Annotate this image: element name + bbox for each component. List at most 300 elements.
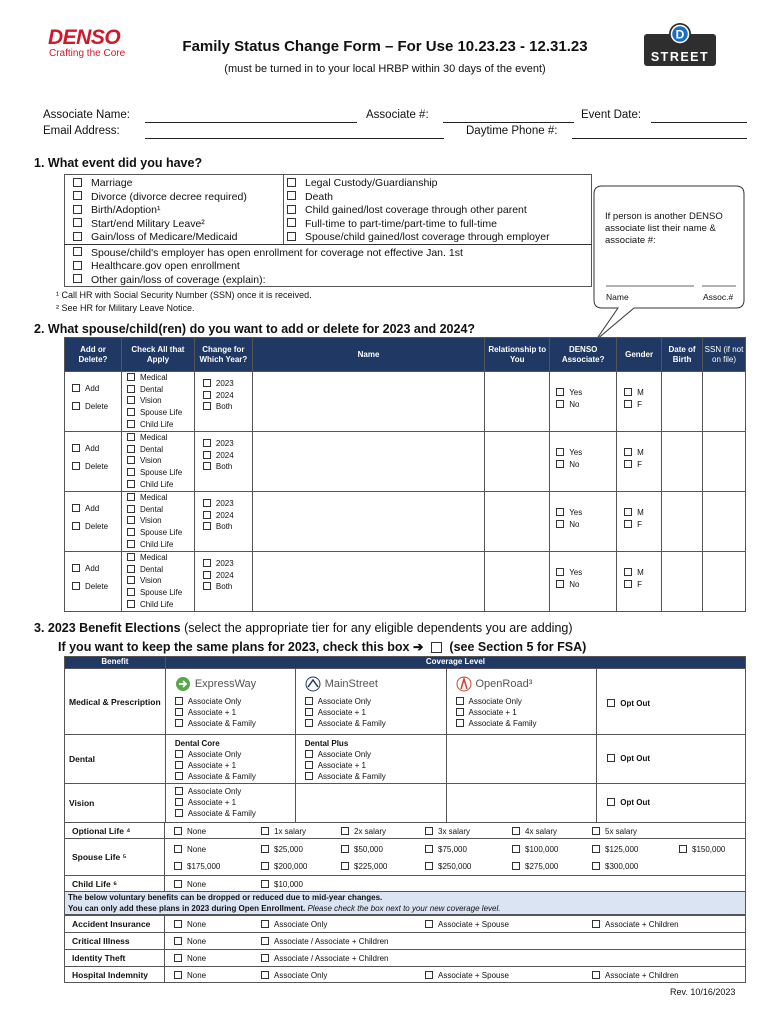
add-option[interactable]: Add — [72, 443, 121, 455]
coverage-checkbox[interactable] — [127, 576, 135, 584]
year-checkbox[interactable] — [203, 402, 211, 410]
delete-option[interactable]: Delete — [72, 401, 121, 413]
coverage-checkbox[interactable] — [127, 516, 135, 524]
spouse-life-150k[interactable]: $150,000 — [679, 844, 725, 855]
gender-f[interactable]: F — [624, 579, 661, 591]
coverage-checkbox[interactable] — [127, 396, 135, 404]
event-checkbox[interactable] — [73, 205, 82, 214]
year-2024[interactable]: 2024 — [203, 450, 252, 462]
event-military[interactable]: Start/end Military Leave² — [73, 217, 205, 231]
relationship-cell[interactable] — [485, 552, 550, 612]
name-cell[interactable] — [252, 492, 484, 552]
spouse-life-225k[interactable]: $225,000 — [341, 861, 387, 872]
year-checkbox[interactable] — [203, 582, 211, 590]
coverage-spouse-life[interactable]: Spouse Life — [127, 407, 194, 419]
gender-f[interactable]: F — [624, 399, 661, 411]
life-checkbox[interactable] — [261, 845, 269, 853]
medical-opt-out[interactable]: Opt Out — [607, 698, 745, 709]
coverage-dental[interactable]: Dental — [127, 504, 194, 516]
optional-life-none[interactable]: None — [174, 826, 206, 837]
tier-checkbox[interactable] — [305, 719, 313, 727]
event-medicare[interactable]: Gain/loss of Medicare/Medicaid — [73, 230, 237, 244]
add-checkbox[interactable] — [72, 504, 80, 512]
year-checkbox[interactable] — [203, 451, 211, 459]
tier-checkbox[interactable] — [175, 750, 183, 758]
tier-checkbox[interactable] — [175, 772, 183, 780]
coverage-child-life[interactable]: Child Life — [127, 419, 194, 431]
life-checkbox[interactable] — [261, 827, 269, 835]
bubble-text: If person is another DENSO associate list their name & associate #: — [605, 211, 723, 246]
gender-checkbox[interactable] — [624, 568, 632, 576]
event-checkbox[interactable] — [73, 178, 82, 187]
opt-out-checkbox[interactable] — [607, 699, 615, 707]
coverage-medical[interactable]: Medical — [127, 492, 194, 504]
event-checkbox[interactable] — [73, 274, 82, 283]
coverage-checkbox[interactable] — [127, 565, 135, 573]
header-relationship: Relationship to You — [485, 338, 550, 372]
delete-option[interactable]: Delete — [72, 521, 121, 533]
gender-m[interactable]: M — [624, 507, 661, 519]
voluntary-checkbox[interactable] — [174, 954, 182, 962]
tier-checkbox[interactable] — [175, 798, 183, 806]
life-checkbox[interactable] — [679, 845, 687, 853]
dependents-table — [64, 337, 746, 612]
dental-plus-label: Dental Plus — [304, 739, 349, 748]
coverage-medical[interactable]: Medical — [127, 432, 194, 444]
voluntary-checkbox[interactable] — [592, 920, 600, 928]
associate-name-field[interactable] — [145, 122, 357, 123]
section1-heading: 1. What event did you have? — [34, 156, 203, 170]
coverage-checkbox[interactable] — [127, 408, 135, 416]
tier-checkbox[interactable] — [175, 761, 183, 769]
accident-assoc-children[interactable]: Associate + Children — [592, 919, 679, 930]
optional-life-2x[interactable]: 2x salary — [341, 826, 386, 837]
add-option[interactable]: Add — [72, 503, 121, 515]
life-checkbox[interactable] — [341, 827, 349, 835]
voluntary-checkbox[interactable] — [261, 971, 269, 979]
year-2024[interactable]: 2024 — [203, 510, 252, 522]
coverage-checkbox[interactable] — [127, 445, 135, 453]
event-checkbox[interactable] — [73, 247, 82, 256]
voluntary-checkbox[interactable] — [261, 954, 269, 962]
associate-number-label: Associate #: — [366, 109, 429, 121]
coverage-checkbox[interactable] — [127, 540, 135, 548]
coverage-medical[interactable]: Medical — [127, 552, 194, 564]
coverage-spouse-life[interactable]: Spouse Life — [127, 587, 194, 599]
hospital-assoc-spouse[interactable]: Associate + Spouse — [425, 970, 509, 981]
event-checkbox[interactable] — [287, 178, 296, 187]
event-checkbox[interactable] — [287, 191, 296, 200]
spouse-life-100k[interactable]: $100,000 — [512, 844, 558, 855]
identity-none[interactable]: None — [174, 953, 206, 964]
life-checkbox[interactable] — [174, 862, 182, 870]
event-checkbox[interactable] — [73, 261, 82, 270]
header-dob: Date of Birth — [662, 338, 703, 372]
gender-checkbox[interactable] — [624, 448, 632, 456]
year-checkbox[interactable] — [203, 522, 211, 530]
optional-life-4x[interactable]: 4x salary — [512, 826, 557, 837]
tier-checkbox[interactable] — [175, 787, 183, 795]
tier-checkbox[interactable] — [305, 708, 313, 716]
coverage-spouse-life[interactable]: Spouse Life — [127, 527, 194, 539]
gender-f[interactable]: F — [624, 519, 661, 531]
coverage-dental[interactable]: Dental — [127, 564, 194, 576]
gender-checkbox[interactable] — [624, 400, 632, 408]
year-2023[interactable]: 2023 — [203, 558, 252, 570]
add-checkbox[interactable] — [72, 564, 80, 572]
gender-checkbox[interactable] — [624, 520, 632, 528]
hospital-indemnity-label: Hospital Indemnity — [72, 970, 149, 980]
life-checkbox[interactable] — [261, 880, 269, 888]
year-checkbox[interactable] — [203, 571, 211, 579]
year-both[interactable]: Both — [203, 581, 252, 593]
medical-or-assoc-1[interactable]: Associate + 1 — [456, 707, 597, 718]
life-checkbox[interactable] — [512, 862, 520, 870]
event-checkbox[interactable] — [73, 191, 82, 200]
life-checkbox[interactable] — [174, 827, 182, 835]
coverage-child-life[interactable]: Child Life — [127, 479, 194, 491]
coverage-checkbox[interactable] — [127, 480, 135, 488]
year-checkbox[interactable] — [203, 439, 211, 447]
coverage-dental[interactable]: Dental — [127, 444, 194, 456]
add-checkbox[interactable] — [72, 384, 80, 392]
accident-assoc-only[interactable]: Associate Only — [261, 919, 327, 930]
tier-checkbox[interactable] — [175, 708, 183, 716]
denso-tagline: Crafting the Core — [49, 48, 126, 59]
life-checkbox[interactable] — [341, 845, 349, 853]
mainstreet-icon — [305, 676, 321, 692]
voluntary-checkbox[interactable] — [261, 920, 269, 928]
dental-plus-assoc-1[interactable]: Associate + 1 — [305, 760, 446, 771]
ssn-cell[interactable] — [703, 552, 746, 612]
dental-core-family[interactable]: Associate & Family — [175, 771, 295, 782]
relationship-cell[interactable] — [485, 492, 550, 552]
gender-checkbox[interactable] — [624, 460, 632, 468]
coverage-checkbox[interactable] — [127, 600, 135, 608]
dependent-row — [65, 552, 746, 612]
associate-yes[interactable]: Yes — [556, 507, 616, 519]
life-checkbox[interactable] — [341, 862, 349, 870]
associate-no[interactable]: No — [556, 519, 616, 531]
medical-row — [65, 669, 746, 735]
spouse-life-none[interactable]: None — [174, 844, 206, 855]
event-other[interactable]: Other gain/loss of coverage (explain): — [73, 273, 266, 287]
event-checkbox[interactable] — [73, 218, 82, 227]
optional-life-1x[interactable]: 1x salary — [261, 826, 306, 837]
voluntary-checkbox[interactable] — [425, 971, 433, 979]
associate-yes[interactable]: Yes — [556, 387, 616, 399]
speech-bubble — [590, 182, 750, 344]
spouse-life-75k[interactable]: $75,000 — [425, 844, 467, 855]
life-checkbox[interactable] — [425, 862, 433, 870]
medical-or-assoc-only[interactable]: Associate Only — [456, 696, 597, 707]
year-checkbox[interactable] — [203, 559, 211, 567]
voluntary-checkbox[interactable] — [425, 920, 433, 928]
ssn-cell[interactable] — [703, 372, 746, 432]
critical-assoc[interactable]: Associate / Associate + Children — [261, 936, 389, 947]
coverage-spouse-life[interactable]: Spouse Life — [127, 467, 194, 479]
year-checkbox[interactable] — [203, 391, 211, 399]
medical-label: Medical & Prescription — [65, 669, 166, 735]
tier-checkbox[interactable] — [175, 697, 183, 705]
accident-none[interactable]: None — [174, 919, 206, 930]
spouse-life-250k[interactable]: $250,000 — [425, 861, 471, 872]
tier-checkbox[interactable] — [456, 719, 464, 727]
coverage-checkbox[interactable] — [127, 373, 135, 381]
coverage-child-life[interactable]: Child Life — [127, 539, 194, 551]
tier-checkbox[interactable] — [305, 750, 313, 758]
section2-heading: 2. What spouse/child(ren) do you want to add or delete for 2023 and 2024? — [34, 322, 476, 336]
year-checkbox[interactable] — [203, 499, 211, 507]
life-checkbox[interactable] — [261, 862, 269, 870]
coverage-checkbox[interactable] — [127, 433, 135, 441]
event-healthcare-gov[interactable]: Healthcare.gov open enrollment — [73, 259, 240, 273]
year-checkbox[interactable] — [203, 379, 211, 387]
phone-label: Daytime Phone #: — [466, 125, 558, 137]
delete-option[interactable]: Delete — [72, 581, 121, 593]
mainstreet-plan: MainStreet — [305, 672, 446, 696]
spouse-life-275k[interactable]: $275,000 — [512, 861, 558, 872]
life-checkbox[interactable] — [174, 880, 182, 888]
coverage-dental[interactable]: Dental — [127, 384, 194, 396]
expressway-plan: ExpressWay — [175, 672, 295, 696]
event-marriage[interactable]: Marriage — [73, 176, 132, 190]
life-checkbox[interactable] — [592, 845, 600, 853]
coverage-vision[interactable]: Vision — [127, 455, 194, 467]
accident-assoc-spouse[interactable]: Associate + Spouse — [425, 919, 509, 930]
delete-checkbox[interactable] — [72, 522, 80, 530]
tier-checkbox[interactable] — [305, 772, 313, 780]
coverage-child-life[interactable]: Child Life — [127, 599, 194, 611]
year-2024[interactable]: 2024 — [203, 390, 252, 402]
yes-checkbox[interactable] — [556, 568, 564, 576]
medical-ew-assoc-1[interactable]: Associate + 1 — [175, 707, 295, 718]
life-hrule-2 — [64, 875, 746, 876]
name-cell[interactable] — [252, 552, 484, 612]
tier-checkbox[interactable] — [456, 708, 464, 716]
voluntary-checkbox[interactable] — [174, 920, 182, 928]
yes-checkbox[interactable] — [556, 508, 564, 516]
gender-m[interactable]: M — [624, 567, 661, 579]
add-option[interactable]: Add — [72, 383, 121, 395]
dental-plus-assoc-only[interactable]: Associate Only — [305, 749, 446, 760]
keep-plans-row: If you want to keep the same plans for 2023, check this box ➔ (see Section 5 for FSA) — [58, 640, 587, 654]
coverage-checkbox[interactable] — [127, 468, 135, 476]
year-both[interactable]: Both — [203, 401, 252, 413]
associate-yes[interactable]: Yes — [556, 567, 616, 579]
opt-out-checkbox[interactable] — [607, 754, 615, 762]
event-checkbox[interactable] — [287, 218, 296, 227]
tier-checkbox[interactable] — [456, 697, 464, 705]
spouse-life-175k[interactable]: $175,000 — [174, 861, 220, 872]
associate-no[interactable]: No — [556, 579, 616, 591]
dental-opt-out[interactable]: Opt Out — [607, 753, 745, 764]
associate-no[interactable]: No — [556, 459, 616, 471]
vision-opt-out[interactable]: Opt Out — [607, 797, 745, 808]
coverage-checkbox[interactable] — [127, 505, 135, 513]
delete-checkbox[interactable] — [72, 582, 80, 590]
dental-core-assoc-only[interactable]: Associate Only — [175, 749, 295, 760]
dob-cell[interactable] — [662, 552, 703, 612]
event-custody[interactable]: Legal Custody/Guardianship — [287, 176, 438, 190]
dental-label: Dental — [65, 735, 166, 784]
event-spouse-oe[interactable]: Spouse/child's employer has open enrollment for coverage not effective Jan. 1st — [73, 246, 463, 260]
openroad-icon — [456, 676, 472, 692]
coverage-vision[interactable]: Vision — [127, 515, 194, 527]
header-check-all: Check All that Apply — [121, 338, 194, 372]
relationship-cell[interactable] — [485, 372, 550, 432]
event-death[interactable]: Death — [287, 190, 333, 204]
vision-assoc-only[interactable]: Associate Only — [175, 786, 295, 797]
spouse-life-200k[interactable]: $200,000 — [261, 861, 307, 872]
hospital-assoc-only[interactable]: Associate Only — [261, 970, 327, 981]
year-2024[interactable]: 2024 — [203, 570, 252, 582]
email-field[interactable] — [145, 138, 444, 139]
hospital-assoc-children[interactable]: Associate + Children — [592, 970, 679, 981]
voluntary-hrule-2 — [64, 949, 746, 950]
dob-cell[interactable] — [662, 372, 703, 432]
optional-life-3x[interactable]: 3x salary — [425, 826, 470, 837]
gender-checkbox[interactable] — [624, 508, 632, 516]
spouse-life-50k[interactable]: $50,000 — [341, 844, 383, 855]
event-child-coverage[interactable]: Child gained/lost coverage through other parent — [287, 203, 527, 217]
life-checkbox[interactable] — [592, 862, 600, 870]
year-both[interactable]: Both — [203, 521, 252, 533]
coverage-vision[interactable]: Vision — [127, 395, 194, 407]
keep-plans-checkbox[interactable] — [431, 642, 442, 653]
associate-yes[interactable]: Yes — [556, 447, 616, 459]
dob-cell[interactable] — [662, 492, 703, 552]
medical-ms-family[interactable]: Associate & Family — [305, 718, 446, 729]
benefits-table — [64, 656, 746, 823]
dental-core-assoc-1[interactable]: Associate + 1 — [175, 760, 295, 771]
coverage-checkbox[interactable] — [127, 420, 135, 428]
life-checkbox[interactable] — [512, 845, 520, 853]
no-checkbox[interactable] — [556, 580, 564, 588]
no-checkbox[interactable] — [556, 400, 564, 408]
life-checkbox[interactable] — [174, 845, 182, 853]
name-cell[interactable] — [252, 432, 484, 492]
year-checkbox[interactable] — [203, 511, 211, 519]
medical-ew-family[interactable]: Associate & Family — [175, 718, 295, 729]
relationship-cell[interactable] — [485, 432, 550, 492]
coverage-checkbox[interactable] — [127, 588, 135, 596]
event-employer-coverage[interactable]: Spouse/child gained/lost coverage through employer — [287, 230, 550, 244]
event-fulltime[interactable]: Full-time to part-time/part-time to full-time — [287, 217, 497, 231]
coverage-checkbox[interactable] — [127, 493, 135, 501]
year-checkbox[interactable] — [203, 462, 211, 470]
email-label: Email Address: — [43, 125, 120, 137]
opt-out-checkbox[interactable] — [607, 798, 615, 806]
critical-illness-label: Critical Illness — [72, 936, 130, 946]
ssn-cell[interactable] — [703, 492, 746, 552]
medical-or-family[interactable]: Associate & Family — [456, 718, 597, 729]
voluntary-checkbox[interactable] — [592, 971, 600, 979]
ssn-cell[interactable] — [703, 432, 746, 492]
life-checkbox[interactable] — [425, 827, 433, 835]
year-2023[interactable]: 2023 — [203, 378, 252, 390]
event-checkbox[interactable] — [287, 205, 296, 214]
gender-checkbox[interactable] — [624, 580, 632, 588]
gender-checkbox[interactable] — [624, 388, 632, 396]
no-checkbox[interactable] — [556, 520, 564, 528]
no-checkbox[interactable] — [556, 460, 564, 468]
optional-life-5x[interactable]: 5x salary — [592, 826, 637, 837]
year-2023[interactable]: 2023 — [203, 438, 252, 450]
yes-checkbox[interactable] — [556, 448, 564, 456]
header-add-delete: Add or Delete? — [65, 338, 122, 372]
life-checkbox[interactable] — [512, 827, 520, 835]
add-option[interactable]: Add — [72, 563, 121, 575]
medical-ms-assoc-only[interactable]: Associate Only — [305, 696, 446, 707]
event-divorce[interactable]: Divorce (divorce decree required) — [73, 190, 247, 204]
name-cell[interactable] — [252, 372, 484, 432]
tier-checkbox[interactable] — [175, 719, 183, 727]
spouse-life-300k[interactable]: $300,000 — [592, 861, 638, 872]
tier-checkbox[interactable] — [305, 697, 313, 705]
life-checkbox[interactable] — [592, 827, 600, 835]
associate-number-field[interactable] — [443, 122, 574, 123]
dob-cell[interactable] — [662, 432, 703, 492]
header-name: Name — [252, 338, 484, 372]
hospital-none[interactable]: None — [174, 970, 206, 981]
spouse-life-125k[interactable]: $125,000 — [592, 844, 638, 855]
year-both[interactable]: Both — [203, 461, 252, 473]
life-checkbox[interactable] — [425, 845, 433, 853]
medical-ms-assoc-1[interactable]: Associate + 1 — [305, 707, 446, 718]
coverage-checkbox[interactable] — [127, 456, 135, 464]
gender-m[interactable]: M — [624, 387, 661, 399]
event-date-field[interactable] — [651, 122, 747, 123]
voluntary-checkbox[interactable] — [174, 971, 182, 979]
header-ssn: SSN (if not on file) — [703, 338, 746, 372]
yes-checkbox[interactable] — [556, 388, 564, 396]
gender-m[interactable]: M — [624, 447, 661, 459]
event-checkbox[interactable] — [73, 232, 82, 241]
delete-option[interactable]: Delete — [72, 461, 121, 473]
medical-ew-assoc-only[interactable]: Associate Only — [175, 696, 295, 707]
coverage-checkbox[interactable] — [127, 385, 135, 393]
identity-assoc[interactable]: Associate / Associate + Children — [261, 953, 389, 964]
voluntary-checkbox[interactable] — [174, 937, 182, 945]
vision-assoc-1[interactable]: Associate + 1 — [175, 797, 295, 808]
event-checkbox[interactable] — [287, 232, 296, 241]
coverage-vision[interactable]: Vision — [127, 575, 194, 587]
vision-family[interactable]: Associate & Family — [175, 808, 295, 819]
tier-checkbox[interactable] — [175, 809, 183, 817]
coverage-checkbox[interactable] — [127, 528, 135, 536]
gender-f[interactable]: F — [624, 459, 661, 471]
event-birth[interactable]: Birth/Adoption¹ — [73, 203, 160, 217]
tier-checkbox[interactable] — [305, 761, 313, 769]
delete-checkbox[interactable] — [72, 462, 80, 470]
critical-none[interactable]: None — [174, 936, 206, 947]
child-life-none[interactable]: None — [174, 879, 206, 890]
child-life-10k[interactable]: $10,000 — [261, 879, 303, 890]
phone-field[interactable] — [572, 138, 747, 139]
dental-plus-family[interactable]: Associate & Family — [305, 771, 446, 782]
year-2023[interactable]: 2023 — [203, 498, 252, 510]
event-date-label: Event Date: — [581, 109, 642, 121]
coverage-checkbox[interactable] — [127, 553, 135, 561]
add-checkbox[interactable] — [72, 444, 80, 452]
dependent-row — [65, 432, 746, 492]
associate-no[interactable]: No — [556, 399, 616, 411]
voluntary-checkbox[interactable] — [261, 937, 269, 945]
spouse-life-25k[interactable]: $25,000 — [261, 844, 303, 855]
coverage-medical[interactable]: Medical — [127, 372, 194, 384]
delete-checkbox[interactable] — [72, 402, 80, 410]
